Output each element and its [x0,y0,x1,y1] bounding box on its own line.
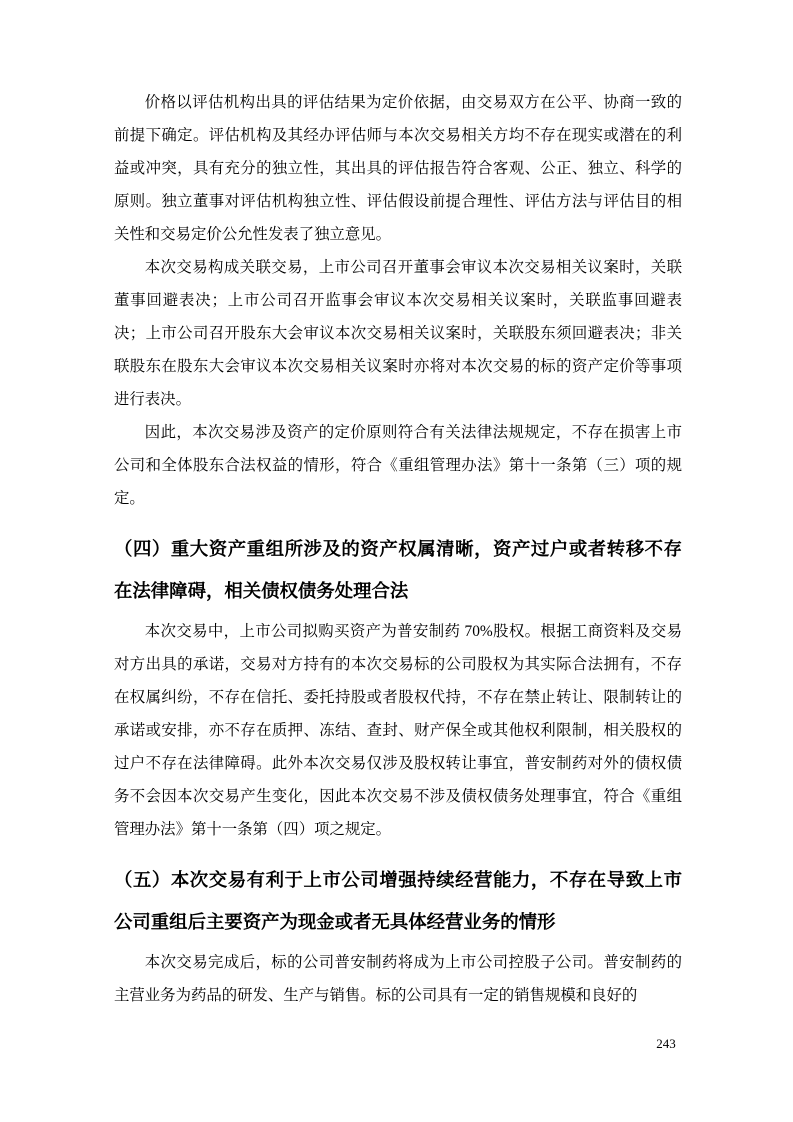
section-heading-5: （五）本次交易有利于上市公司增强持续经营能力，不存在导致上市公司重组后主要资产为现金或者无具体经营业务的情形 [114,869,682,932]
page-number: 243 [656,1036,676,1051]
paragraph-equity-ownership: 本次交易中，上市公司拟购买资产为普安制药 70%股权。根据工商资料及交易对方出具的承诺，交易对方持有的本次交易标的公司股权为其实际合法拥有，不存在权属纠纷，不存在信托、委托持股或者股权代持，不存在禁止转让、限制转让的承诺或安排，亦不存在质押、冻结、查封、财产保全或其他权利限制，相关股权的过户不存在法律障碍。此外本次交易仅涉及股权转让事宜，普安制药对外的债权债务不会因本次交易产生变化，因此本次交易不涉及债权债务处理事宜，符合《重组管理办法》第十一条第（四）项之规定。 [114,623,682,838]
paragraph-pricing-conclusion: 因此，本次交易涉及资产的定价原则符合有关法律法规规定，不存在损害上市公司和全体股东合法权益的情形，符合《重组管理办法》第十一条第（三）项的规定。 [114,424,682,507]
paragraph-related-transaction-voting: 本次交易构成关联交易，上市公司召开董事会审议本次交易相关议案时，关联董事回避表决；上市公司召开监事会审议本次交易相关议案时，关联监事回避表决；上市公司召开股东大会审议本次交易相关议案时，关联股东须回避表决；非关联股东在股东大会审议本次交易相关议案时亦将对本次交易的标的资产定价等事项进行表决。 [114,259,682,408]
paragraph-pricing-basis: 价格以评估机构出具的评估结果为定价依据，由交易双方在公平、协商一致的前提下确定。评估机构及其经办评估师与本次交易相关方均不存在现实或潜在的利益或冲突，具有充分的独立性，其出具的评估报告符合客观、公正、独立、科学的原则。独立董事对评估机构独立性、评估假设前提合理性、评估方法与评估目的相关性和交易定价公允性发表了独立意见。 [114,94,682,243]
section-heading-4: （四）重大资产重组所涉及的资产权属清晰，资产过户或者转移不存在法律障碍，相关债权债务处理合法 [114,538,682,601]
page-content [114,86,682,1012]
paragraph-post-transaction: 本次交易完成后，标的公司普安制药将成为上市公司控股子公司。普安制药的主营业务为药品的研发、生产与销售。标的公司具有一定的销售规模和良好的 [114,954,682,1004]
